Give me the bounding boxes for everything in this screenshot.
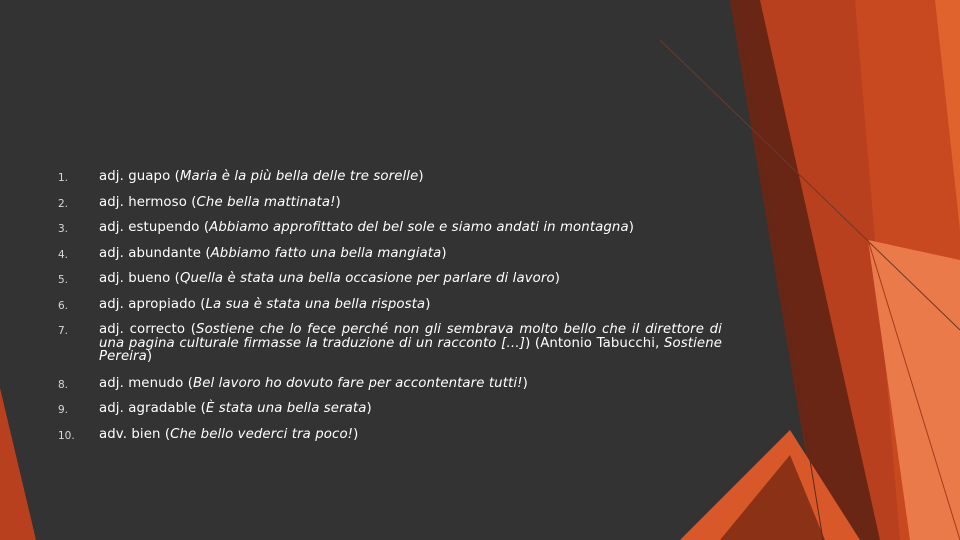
left-accent-shape: [0, 388, 36, 540]
item-number: 8.: [58, 378, 69, 391]
list-item: [58, 272, 722, 286]
item-number: 2.: [58, 197, 69, 210]
item-text: adj. abundante (Abbiamo fatto una bella mangiata): [99, 245, 447, 261]
item-number: 3.: [58, 223, 69, 235]
item-text: adj. guapo (Maria è la più bella delle tre sorelle): [99, 169, 424, 184]
item-number: 1.: [58, 172, 69, 184]
item-text: adj. estupendo (Abbiamo approfittato del bel sole e siamo andati in montagna): [99, 220, 634, 235]
item-text: adj. agradable (È stata una bella serata): [99, 401, 372, 416]
item-number: 4.: [58, 248, 69, 261]
item-number: 5.: [58, 274, 69, 286]
list-item: [58, 247, 722, 261]
item-text: adj. menudo (Bel lavoro ho dovuto fare per accontentare tutti!): [99, 375, 528, 391]
item-number: 7.: [58, 325, 69, 337]
item-text: adj. bueno (Quella è stata una bella occasione per parlare di lavoro): [99, 271, 560, 286]
item-number: 6.: [58, 299, 69, 312]
item-text: adv. bien (Che bello vederci tra poco!): [99, 426, 359, 442]
list-item: [58, 298, 722, 312]
list-item: [58, 221, 722, 235]
list-item: [58, 196, 722, 210]
list-item: [58, 377, 722, 391]
definition-list: [58, 170, 722, 441]
item-text: adj. apropiado (La sua è stata una bella risposta): [99, 296, 431, 312]
list-item: [58, 170, 722, 184]
item-number: 9.: [58, 404, 69, 416]
item-text: adj. hermoso (Che bella mattinata!): [99, 194, 341, 210]
list-item: [58, 323, 722, 364]
list-item: [58, 402, 722, 416]
item-text: adj. correcto (Sostiene che lo fece perché non gli sembrava molto bello che il direttore di una pagina culturale firmasse la traduzione di un racconto […]) (Antonio Tabucchi, Sostiene Pereira): [99, 322, 722, 364]
list-item: [58, 428, 722, 442]
item-number: 10.: [58, 429, 75, 442]
